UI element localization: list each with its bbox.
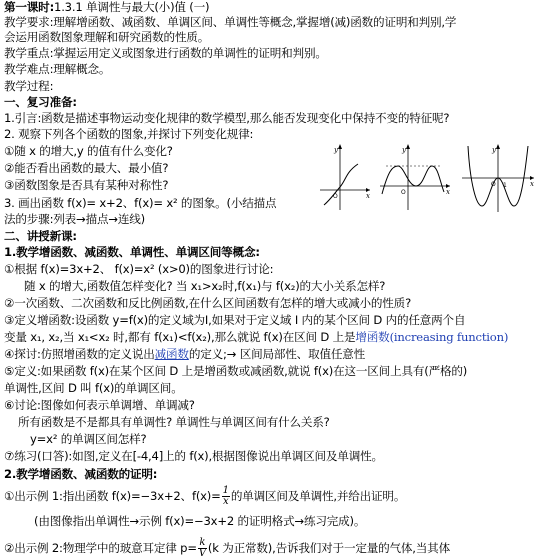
section-new-lesson-heading: 二、讲授新课:: [4, 229, 77, 243]
fraction-k-over-v: $\frac{k}{V}$: [198, 537, 206, 559]
increasing-definition-line2: 变量 x₁, x₂,当 x₁<x₂ 时,都有 f(x₁)<f(x₂),那么就说 f(x)在区间 D 上是增函数(increasing function): [4, 330, 509, 344]
lesson-title: 第一课时:1.3.1 单调性与最大(小)值 (一): [4, 0, 210, 14]
graph-w-shape: [460, 142, 536, 214]
teaching-difficulty: 教学难点:理解概念。: [4, 62, 111, 76]
svg-text:y: y: [334, 146, 338, 154]
teaching-key-points: 教学重点:掌握运用定义或图象进行函数的单调性的证明和判别。: [4, 46, 327, 60]
fraction-one-over-x: $\frac{1}{x}$: [222, 485, 229, 507]
observe-line: 2. 观察下列各个函数的图象,并探讨下列变化规律:: [4, 127, 254, 141]
svg-text:1: 1: [503, 182, 507, 189]
intro-line: 1.引言:函数是描述事物运动变化规律的数学模型,那么能否发现变化中保持不变的特征呢?: [4, 111, 450, 125]
svg-text:y: y: [402, 146, 406, 154]
svg-text:O: O: [333, 193, 338, 200]
square-interval-question: y=x² 的单调区间怎样?: [30, 432, 147, 446]
example-2-line: ②出示例 2:物理学中的玻意耳定律 p= $\frac{k}{V}$ (k 为正常数),告诉我们对于一定量的气体,当其体: [4, 537, 450, 559]
all-functions-question: 所有函数是不是都具有单调性? 单调性与单调区间有什么关系?: [18, 415, 330, 429]
question-3: ③函数图象是否具有某种对称性?: [4, 178, 169, 192]
increasing-definition-line1: ③定义增函数:设函数 y=f(x)的定义域为I,如果对于定义域 I 内的某个区间 D 内的任意两个自: [4, 313, 466, 327]
svg-text:y: y: [492, 146, 496, 154]
svg-text:O: O: [491, 181, 496, 188]
monotonic-definition-line1: ⑤定义:如果函数 f(x)在某个区间 D 上是增函数或减函数,就说 f(x)在这一区间上具有(严格的): [4, 364, 468, 378]
question-1: ①随 x 的增大,y 的值有什么变化?: [4, 144, 173, 158]
decreasing-function-term: 减函数: [154, 347, 189, 361]
example-1-line: ①出示例 1:指出函数 f(x)=−3x+2、f(x)= $\frac{1}{x}$ 的单调区间及单调性,并给出证明。: [4, 485, 406, 507]
svg-text:x: x: [530, 180, 534, 188]
section-review-heading: 一、复习准备:: [4, 95, 77, 109]
discuss-graph-line: ⑥讨论:图像如何表示单调增、单调减?: [4, 398, 195, 412]
graph-wave: [378, 142, 452, 212]
question-2: ②能否看出函数的最大、最小值?: [4, 161, 169, 175]
increasing-function-term: 增函数: [355, 330, 390, 344]
teaching-process-heading: 教学过程:: [4, 79, 54, 93]
svg-text:x: x: [366, 192, 370, 200]
explore-line: ④探讨:仿照增函数的定义说出减函数的定义;→ 区间局部性、取值任意性: [4, 347, 366, 361]
monotonic-definition-line2: 单调性,区间 D 叫 f(x)的单调区间。: [4, 381, 183, 395]
svg-text:O: O: [401, 189, 406, 196]
teaching-goal-line2: 会运用函数图象理解和研究函数的性质。: [4, 30, 210, 44]
example-1-note: (由图像指出单调性→示例 f(x)=−3x+2 的证明格式→练习完成)。: [34, 514, 366, 528]
discuss-question-line: 随 x 的增大,函数值怎样变化? 当 x₁>x₂时,f(x₁)与 f(x₂)的大小关系怎样?: [24, 279, 386, 293]
discuss-graphs-line: ①根据 f(x)=3x+2、 f(x)=x² (x>0)的图象进行讨论:: [4, 262, 274, 276]
linear-quadratic-line: ②一次函数、二次函数和反比例函数,在什么区间函数有怎样的增大或减小的性质?: [4, 296, 412, 310]
proof-heading: 2.教学增函数、减函数的证明:: [4, 467, 158, 481]
svg-text:x: x: [446, 188, 450, 196]
graph-increasing: [318, 142, 372, 212]
practice-line: ⑦练习(口答):如图,定义在[-4,4]上的 f(x),根据图像说出单调区间及单调性。: [4, 449, 383, 463]
teaching-goal-line1: 教学要求:理解增函数、减函数、单调区间、单调性等概念,掌握增(减)函数的证明和判别,学: [4, 15, 457, 29]
concepts-heading: 1.教学增函数、减函数、单调性、单调区间等概念:: [4, 245, 260, 259]
draw-functions-line: 3. 画出函数 f(x)= x+2、f(x)= x² 的图象。(小结描点: [4, 196, 277, 210]
plot-steps-line: 法的步骤:列表→描点→连线): [4, 212, 145, 226]
